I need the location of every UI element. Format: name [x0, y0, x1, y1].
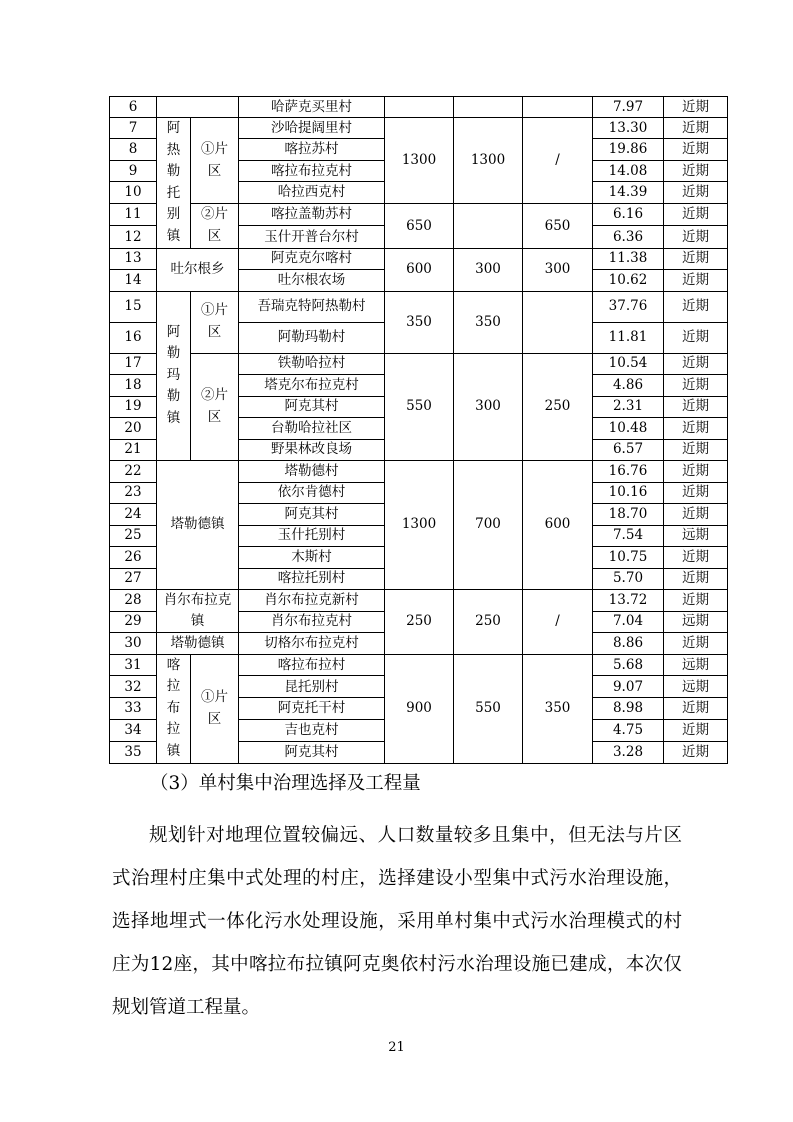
pipe-length: 10.75	[593, 546, 664, 568]
capacity-b: 250	[454, 589, 523, 654]
capacity-cell	[523, 97, 593, 118]
row-number: 34	[110, 719, 157, 741]
capacity-b: 350	[454, 291, 523, 353]
capacity-c: 350	[523, 654, 593, 763]
capacity-a: 550	[385, 353, 454, 460]
capacity-b: 700	[454, 460, 523, 589]
phase: 近期	[664, 742, 728, 763]
capacity-cell	[385, 97, 454, 118]
row-number: 30	[110, 632, 157, 654]
phase: 近期	[664, 460, 728, 482]
row-number: 20	[110, 417, 157, 439]
village-name: 阿克其村	[239, 503, 385, 525]
phase: 近期	[664, 632, 728, 654]
capacity-b: 1300	[454, 118, 523, 204]
town-name: 阿热勒托别镇	[157, 118, 191, 249]
village-name: 喀拉布拉克村	[239, 161, 385, 182]
town-name: 塔勒德镇	[157, 632, 239, 654]
town-name: 喀拉布拉镇	[157, 654, 191, 763]
village-name: 铁勒哈拉村	[239, 353, 385, 374]
village-name: 台勒哈拉社区	[239, 417, 385, 439]
pipe-length: 8.98	[593, 698, 664, 719]
town-name: 吐尔根乡	[157, 248, 239, 291]
pipe-length: 18.70	[593, 503, 664, 525]
phase: 近期	[664, 322, 728, 353]
pipe-length: 10.48	[593, 417, 664, 439]
village-name: 喀拉苏村	[239, 139, 385, 161]
row-number: 21	[110, 439, 157, 460]
village-name: 木斯村	[239, 546, 385, 568]
phase: 远期	[664, 611, 728, 632]
row-number: 9	[110, 161, 157, 182]
village-name: 阿克其村	[239, 396, 385, 417]
pipe-length: 10.16	[593, 482, 664, 503]
capacity-a: 650	[385, 204, 454, 249]
phase: 近期	[664, 482, 728, 503]
pipe-length: 4.86	[593, 374, 664, 396]
area-name: ①片区	[191, 654, 239, 763]
area-name: ②片区	[191, 204, 239, 249]
pipe-length: 7.97	[593, 97, 664, 118]
phase: 近期	[664, 204, 728, 226]
phase: 近期	[664, 546, 728, 568]
village-sewage-table	[109, 96, 728, 764]
village-name: 阿克其村	[239, 742, 385, 763]
phase: 近期	[664, 161, 728, 182]
phase: 近期	[664, 353, 728, 374]
row-number: 29	[110, 611, 157, 632]
capacity-b: 550	[454, 654, 523, 763]
capacity-b	[454, 204, 523, 249]
village-name: 玉什开普台尔村	[239, 225, 385, 248]
pipe-length: 11.38	[593, 248, 664, 269]
village-name: 昆托别村	[239, 675, 385, 697]
village-name: 肖尔布拉克村	[239, 611, 385, 632]
row-number: 12	[110, 225, 157, 248]
pipe-length: 37.76	[593, 291, 664, 322]
pipe-length: 6.57	[593, 439, 664, 460]
town-cell	[157, 97, 239, 118]
phase: 近期	[664, 698, 728, 719]
pipe-length: 19.86	[593, 139, 664, 161]
phase: 近期	[664, 118, 728, 139]
row-number: 14	[110, 269, 157, 291]
phase: 远期	[664, 675, 728, 697]
village-name: 塔克尔布拉克村	[239, 374, 385, 396]
capacity-a: 250	[385, 589, 454, 654]
phase: 近期	[664, 439, 728, 460]
capacity-c	[523, 291, 593, 353]
row-number: 15	[110, 291, 157, 322]
phase: 近期	[664, 374, 728, 396]
village-name: 玉什托别村	[239, 525, 385, 546]
area-name: ②片区	[191, 353, 239, 460]
row-number: 35	[110, 742, 157, 763]
pipe-length: 9.07	[593, 675, 664, 697]
row-number: 26	[110, 546, 157, 568]
pipe-length: 2.31	[593, 396, 664, 417]
row-number: 8	[110, 139, 157, 161]
capacity-a: 1300	[385, 118, 454, 204]
row-number: 18	[110, 374, 157, 396]
row-number: 32	[110, 675, 157, 697]
pipe-length: 10.62	[593, 269, 664, 291]
row-number: 24	[110, 503, 157, 525]
village-name: 喀拉布拉村	[239, 654, 385, 675]
phase: 近期	[664, 248, 728, 269]
area-name: ①片区	[191, 291, 239, 353]
row-number: 11	[110, 204, 157, 226]
capacity-a: 1300	[385, 460, 454, 589]
village-name: 塔勒德村	[239, 460, 385, 482]
row-number: 17	[110, 353, 157, 374]
capacity-a: 350	[385, 291, 454, 353]
capacity-a: 600	[385, 248, 454, 291]
row-number: 10	[110, 182, 157, 204]
capacity-a: 900	[385, 654, 454, 763]
village-name: 野果林改良场	[239, 439, 385, 460]
capacity-c: 300	[523, 248, 593, 291]
phase: 近期	[664, 417, 728, 439]
village-name: 阿克克尔喀村	[239, 248, 385, 269]
village-name: 阿克托干村	[239, 698, 385, 719]
village-name: 阿勒玛勒村	[239, 322, 385, 353]
row-number: 28	[110, 589, 157, 611]
pipe-length: 3.28	[593, 742, 664, 763]
phase: 近期	[664, 291, 728, 322]
town-name: 肖尔布拉克镇	[157, 589, 239, 632]
capacity-b: 300	[454, 353, 523, 460]
capacity-c: /	[523, 589, 593, 654]
phase: 近期	[664, 503, 728, 525]
village-name: 依尔肯德村	[239, 482, 385, 503]
pipe-length: 7.54	[593, 525, 664, 546]
row-number: 19	[110, 396, 157, 417]
phase: 近期	[664, 269, 728, 291]
page-number: 21	[388, 1040, 405, 1055]
phase: 远期	[664, 525, 728, 546]
pipe-length: 14.08	[593, 161, 664, 182]
capacity-c: 650	[523, 204, 593, 249]
village-name: 哈萨克买里村	[239, 97, 385, 118]
pipe-length: 6.16	[593, 204, 664, 226]
pipe-length: 10.54	[593, 353, 664, 374]
town-name: 塔勒德镇	[157, 460, 239, 589]
village-name: 吐尔根农场	[239, 269, 385, 291]
village-name: 切格尔布拉克村	[239, 632, 385, 654]
phase: 近期	[664, 589, 728, 611]
capacity-cell	[454, 97, 523, 118]
row-number: 6	[110, 97, 157, 118]
row-number: 13	[110, 248, 157, 269]
capacity-c: 250	[523, 353, 593, 460]
pipe-length: 5.68	[593, 654, 664, 675]
phase: 近期	[664, 97, 728, 118]
pipe-length: 16.76	[593, 460, 664, 482]
phase: 近期	[664, 182, 728, 204]
capacity-c: /	[523, 118, 593, 204]
row-number: 16	[110, 322, 157, 353]
row-number: 33	[110, 698, 157, 719]
row-number: 22	[110, 460, 157, 482]
row-number: 25	[110, 525, 157, 546]
pipe-length: 7.04	[593, 611, 664, 632]
village-name: 喀拉盖勒苏村	[239, 204, 385, 226]
phase: 近期	[664, 225, 728, 248]
pipe-length: 13.30	[593, 118, 664, 139]
village-name: 喀拉托别村	[239, 568, 385, 589]
capacity-b: 300	[454, 248, 523, 291]
village-name: 吉也克村	[239, 719, 385, 741]
village-name: 沙哈提阔里村	[239, 118, 385, 139]
pipe-length: 11.81	[593, 322, 664, 353]
row-number: 27	[110, 568, 157, 589]
village-name: 吾瑞克特阿热勒村	[239, 291, 385, 322]
phase: 近期	[664, 139, 728, 161]
capacity-c: 600	[523, 460, 593, 589]
row-number: 23	[110, 482, 157, 503]
phase: 近期	[664, 396, 728, 417]
row-number: 7	[110, 118, 157, 139]
town-name: 阿勒玛勒镇	[157, 291, 191, 460]
phase: 近期	[664, 719, 728, 741]
pipe-length: 8.86	[593, 632, 664, 654]
row-number: 31	[110, 654, 157, 675]
area-name: ①片区	[191, 118, 239, 204]
pipe-length: 4.75	[593, 719, 664, 741]
pipe-length: 5.70	[593, 568, 664, 589]
body-paragraph: 规划针对地理位置较偏远、人口数量较多且集中，但无法与片区式治理村庄集中式处理的村庄，选择建设小型集中式污水治理设施，选择地埋式一体化污水处理设施，采用单村集中式污水治理模式的村庄为12座，其中喀拉布拉镇阿克奥依村污水治理设施已建成，本次仅规划管道工程量。	[112, 825, 682, 1018]
pipe-length: 6.36	[593, 225, 664, 248]
phase: 远期	[664, 654, 728, 675]
phase: 近期	[664, 568, 728, 589]
section-subtitle: （3）单村集中治理选择及工程量	[150, 773, 421, 794]
pipe-length: 14.39	[593, 182, 664, 204]
pipe-length: 13.72	[593, 589, 664, 611]
village-name: 肖尔布拉克新村	[239, 589, 385, 611]
village-name: 哈拉西克村	[239, 182, 385, 204]
